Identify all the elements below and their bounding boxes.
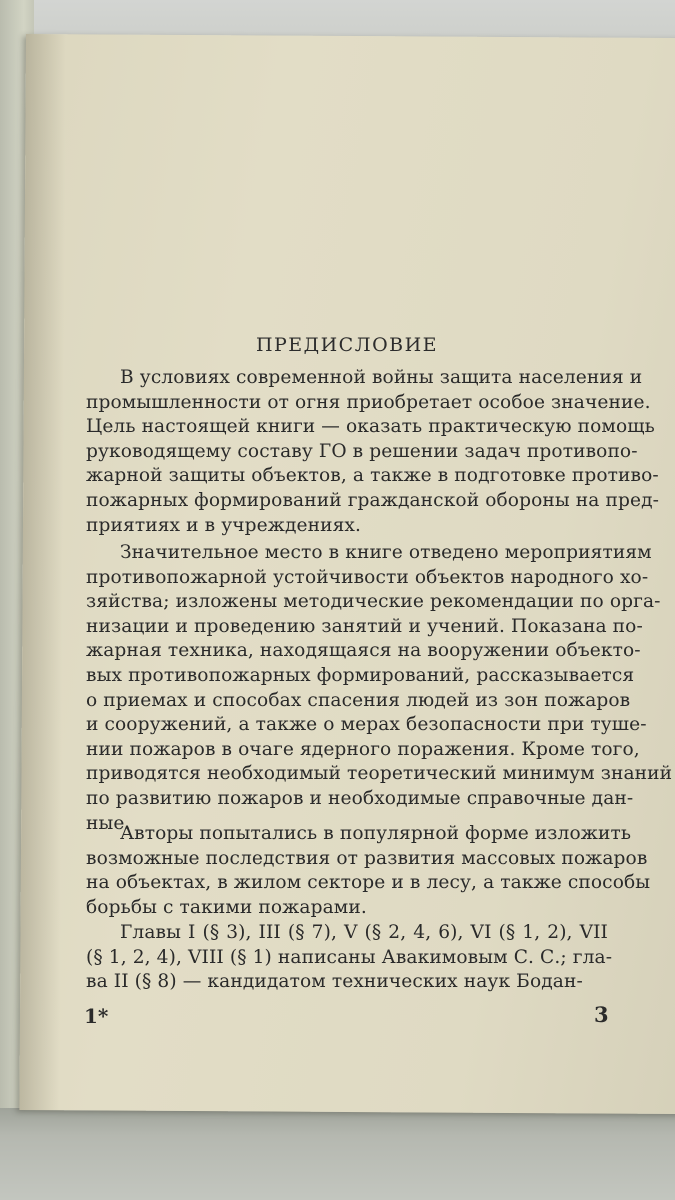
text-line: жарной защиты объектов, а также в подготовке противо- — [86, 465, 659, 487]
text-line: по развитию пожаров и необходимые справочные дан- — [86, 787, 634, 809]
text-line: борьбы с такими пожарами. — [86, 896, 367, 918]
text-line: (§ 1, 2, 4), VIII (§ 1) написаны Авакимовым С. С.; гла- — [86, 946, 613, 968]
signature-mark: 1* — [84, 1004, 109, 1028]
text-line: жарная техника, находящаяся на вооружении объекто- — [86, 640, 641, 662]
text-line: о приемах и способах спасения людей из зон пожаров — [86, 689, 631, 711]
text-line: промышленности от огня приобретает особое значение. — [86, 391, 651, 413]
text-line: ва II (§ 8) — кандидатом технических наук Бодан- — [86, 971, 583, 993]
page-heading: ПРЕДИСЛОВИЕ — [255, 334, 439, 356]
text-line: возможные последствия от развития массовых пожаров — [86, 847, 648, 869]
paragraph-2 — [86, 541, 673, 836]
text-line: Значительное место в книге отведено мероприятиям — [120, 542, 652, 563]
text-line: приводятся необходимый теоретический минимум знаний — [86, 763, 673, 785]
text-line: В условиях современной войны защита населения и — [120, 367, 643, 388]
text-line: вых противопожарных формирований, рассказывается — [86, 664, 635, 686]
text-line: Главы I (§ 3), III (§ 7), V (§ 2, 4, 6), VI (§ 1, 2), VII — [120, 922, 608, 943]
book-cover-bottom — [0, 1108, 675, 1200]
text-line: приятиях и в учреждениях. — [86, 514, 362, 536]
text-line: руководящему составу ГО в решении задач противопо- — [86, 440, 638, 462]
page-number: 3 — [594, 1002, 609, 1027]
text-line: пожарных формирований гражданской обороны на пред- — [86, 489, 660, 511]
text-line: Авторы попытались в популярной форме изложить — [120, 823, 632, 844]
text-line: на объектах, в жилом секторе и в лесу, а также способы — [86, 872, 651, 894]
text-line: низации и проведению занятий и учений. Показана по- — [86, 615, 643, 637]
text-line: и сооружений, а также о мерах безопасности при туше- — [86, 714, 647, 736]
text-line: нии пожаров в очаге ядерного поражения. Кроме того, — [86, 738, 640, 760]
text-line: противопожарной устойчивости объектов народного хо- — [86, 566, 649, 588]
page-gutter-shadow — [19, 34, 66, 1110]
text-line: ные. — [86, 812, 131, 834]
paragraph-1 — [86, 366, 660, 538]
paragraph-4 — [86, 921, 613, 995]
text-line: Цель настоящей книги — оказать практическую помощь — [86, 416, 655, 438]
paragraph-3 — [86, 822, 651, 920]
text-line: зяйства; изложены методические рекомендации по орга- — [86, 591, 661, 613]
